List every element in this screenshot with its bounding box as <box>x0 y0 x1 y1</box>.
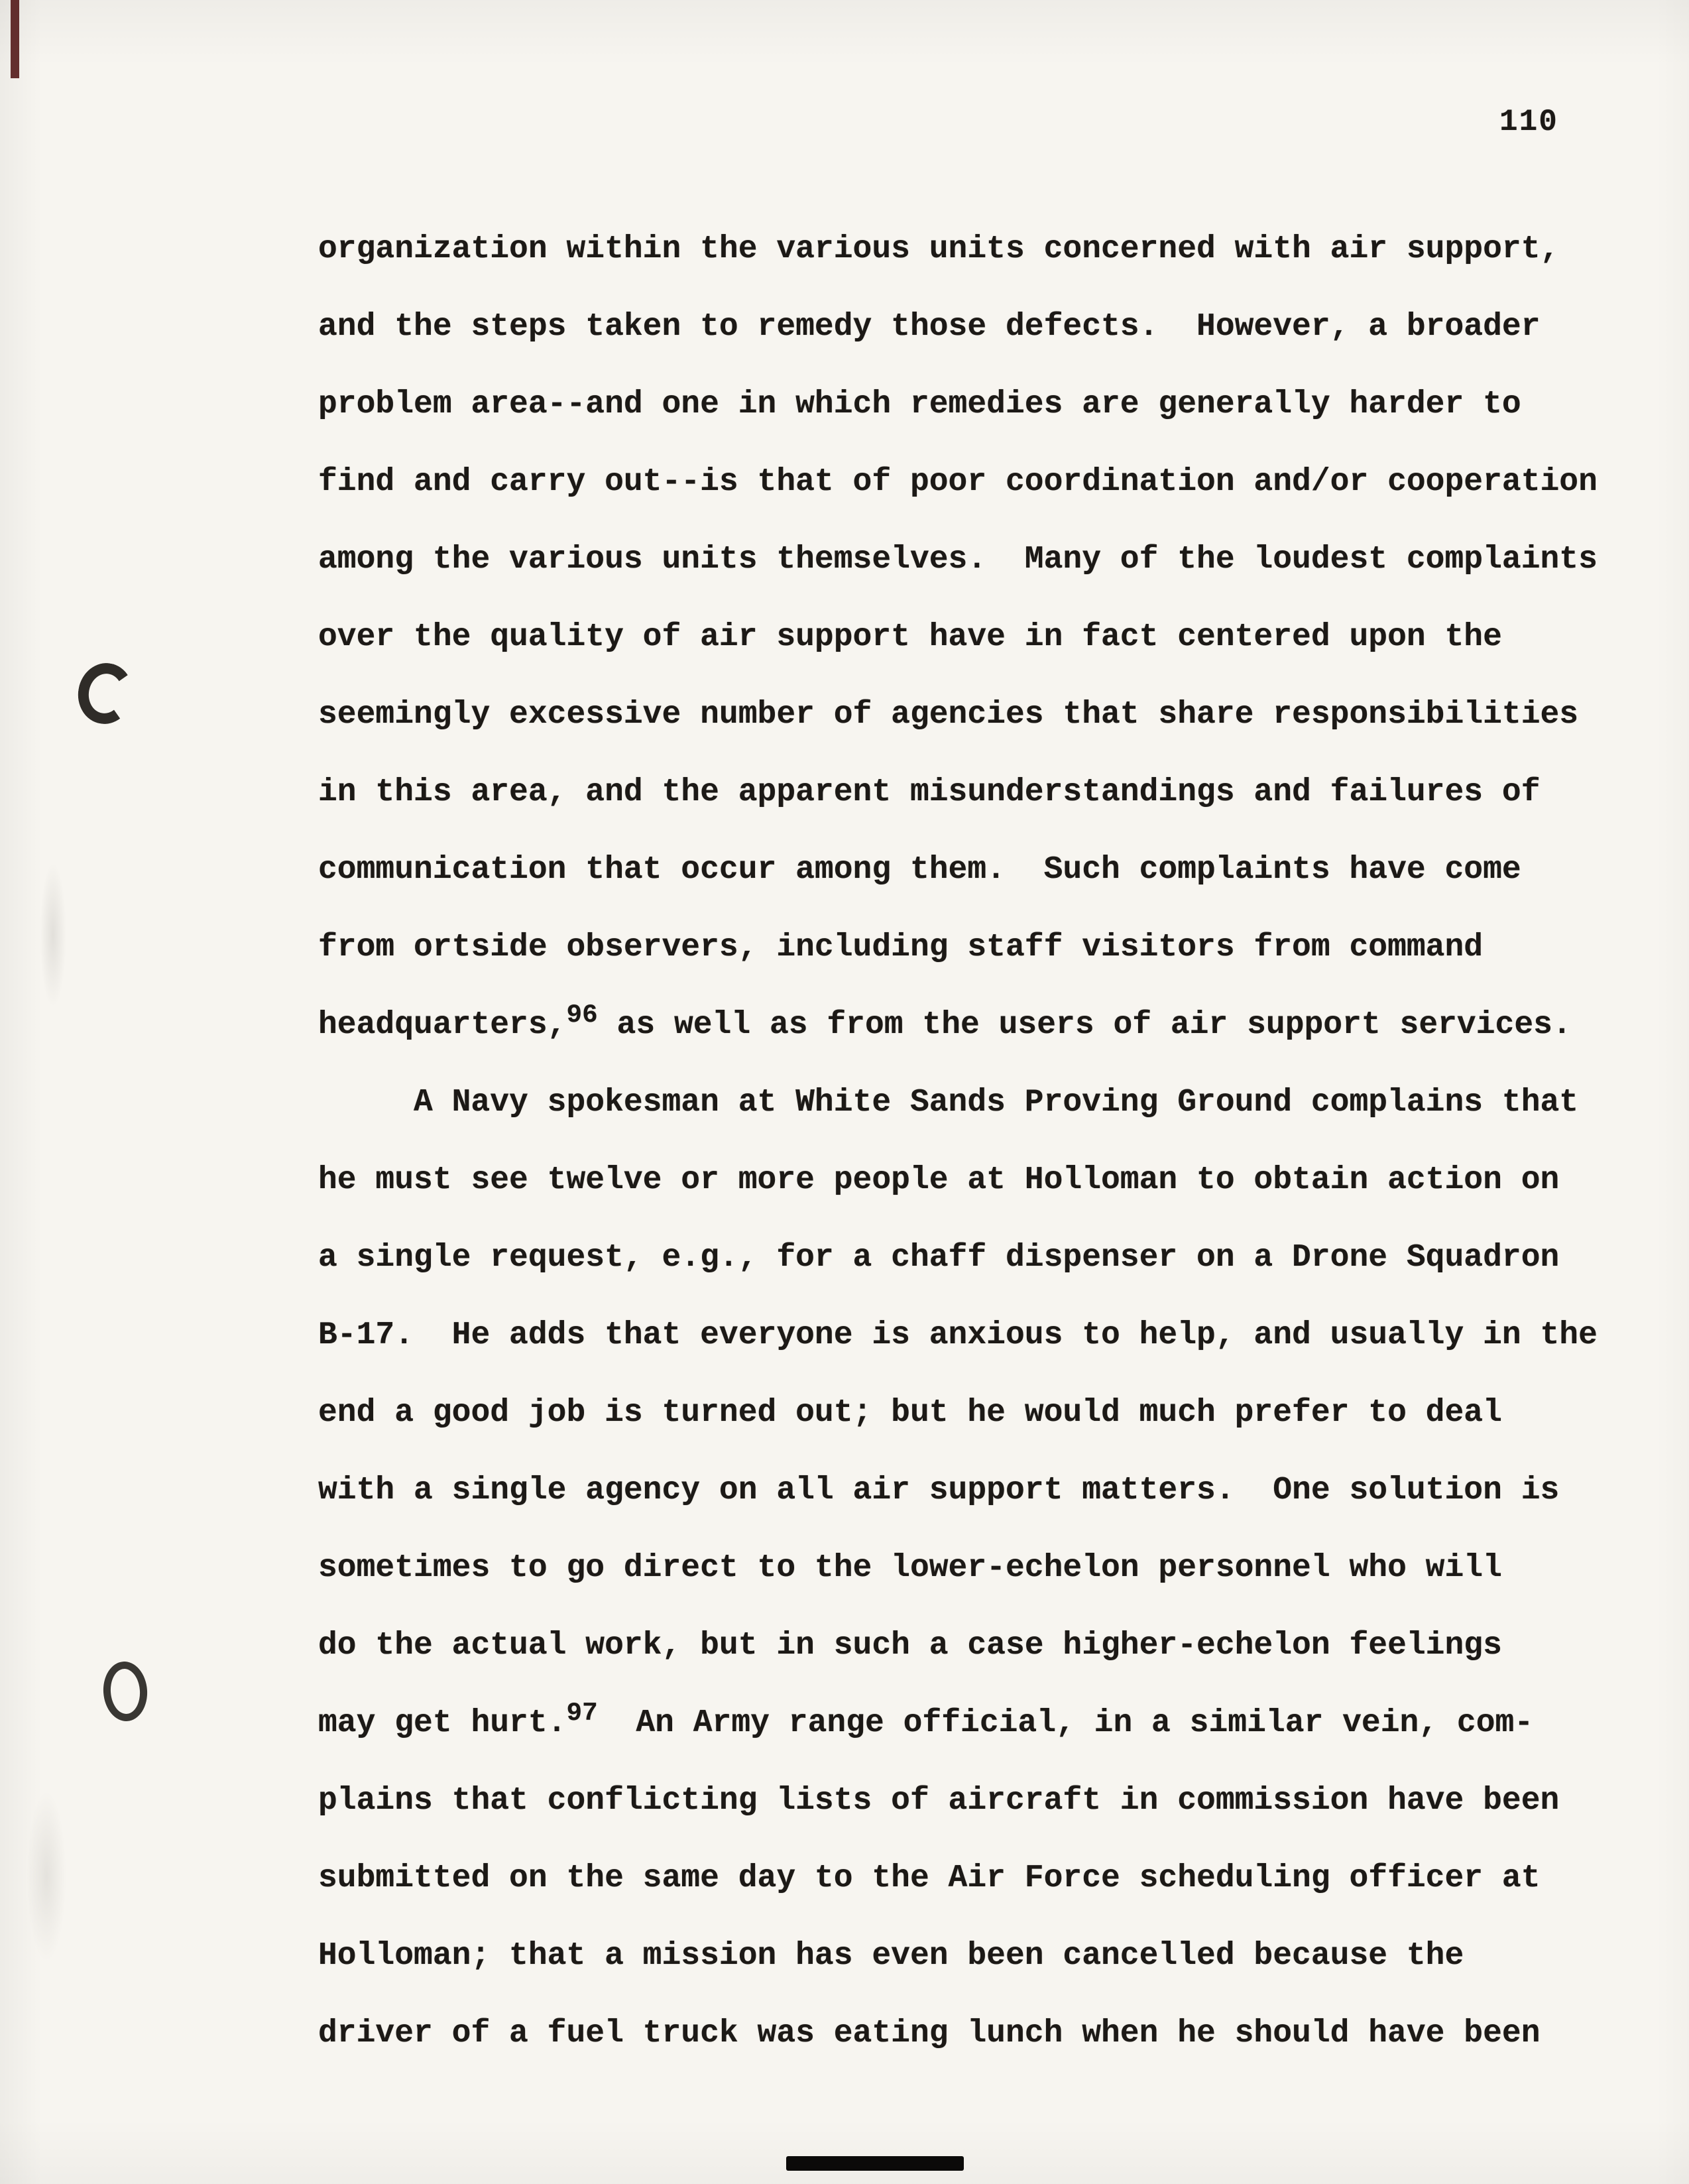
text-line: among the various units themselves. Many of the loudest complaints <box>318 542 1598 577</box>
body-text <box>318 211 1651 2073</box>
scan-edge-mark <box>11 0 19 78</box>
text-line: do the actual work, but in such a case higher-echelon feelings <box>318 1628 1502 1664</box>
text-line-with-footnote <box>318 1685 1651 1762</box>
text-line: communication that occur among them. Such complaints have come <box>318 852 1521 888</box>
footnote-ref-96: 96 <box>566 1000 598 1030</box>
text-line: seemingly excessive number of agencies that share responsibilities <box>318 697 1579 733</box>
text-line: organization within the various units concerned with air support, <box>318 231 1560 267</box>
text-segment: headquarters, <box>318 1007 567 1043</box>
text-line: a single request, e.g., for a chaff dispenser on a Drone Squadron <box>318 1240 1560 1276</box>
text-line: Holloman; that a mission has even been cancelled because the <box>318 1938 1464 1974</box>
text-line: driver of a fuel truck was eating lunch when he should have been <box>318 2016 1541 2051</box>
text-line: he must see twelve or more people at Holloman to obtain action on <box>318 1162 1560 1198</box>
text-line: from ortside observers, including staff visitors from command <box>318 930 1484 965</box>
text-line: sometimes to go direct to the lower-echelon personnel who will <box>318 1550 1502 1586</box>
text-line: with a single agency on all air support matters. One solution is <box>318 1473 1560 1508</box>
footnote-ref-97: 97 <box>566 1698 598 1728</box>
text-line: end a good job is turned out; but he would much prefer to deal <box>318 1395 1502 1431</box>
scan-mark-c-icon <box>74 659 138 729</box>
text-line: over the quality of air support have in fact centered upon the <box>318 619 1502 655</box>
text-line: B-17. He adds that everyone is anxious to help, and usually in the <box>318 1317 1598 1353</box>
scan-smudge <box>27 1790 66 1963</box>
text-segment: may get hurt. <box>318 1705 567 1741</box>
text-line: and the steps taken to remedy those defects. However, a broader <box>318 309 1541 345</box>
scan-smudge <box>40 862 66 1008</box>
scan-edge-artifact <box>786 2156 964 2171</box>
scan-mark-o-icon <box>101 1660 149 1723</box>
text-line: submitted on the same day to the Air Force scheduling officer at <box>318 1860 1541 1896</box>
text-line-with-footnote <box>318 987 1651 1064</box>
text-line: problem area--and one in which remedies are generally harder to <box>318 387 1521 422</box>
text-line: plains that conflicting lists of aircraft in commission have been <box>318 1783 1560 1819</box>
text-segment: as well as from the users of air support services. <box>597 1007 1572 1043</box>
paragraph-start-line: A Navy spokesman at White Sands Proving Ground complains that <box>414 1085 1579 1121</box>
page-number: 110 <box>1499 105 1558 139</box>
text-line: in this area, and the apparent misunderstandings and failures of <box>318 774 1541 810</box>
text-line: find and carry out--is that of poor coordination and/or cooperation <box>318 464 1598 500</box>
text-segment: An Army range official, in a similar vein, com- <box>597 1705 1534 1741</box>
